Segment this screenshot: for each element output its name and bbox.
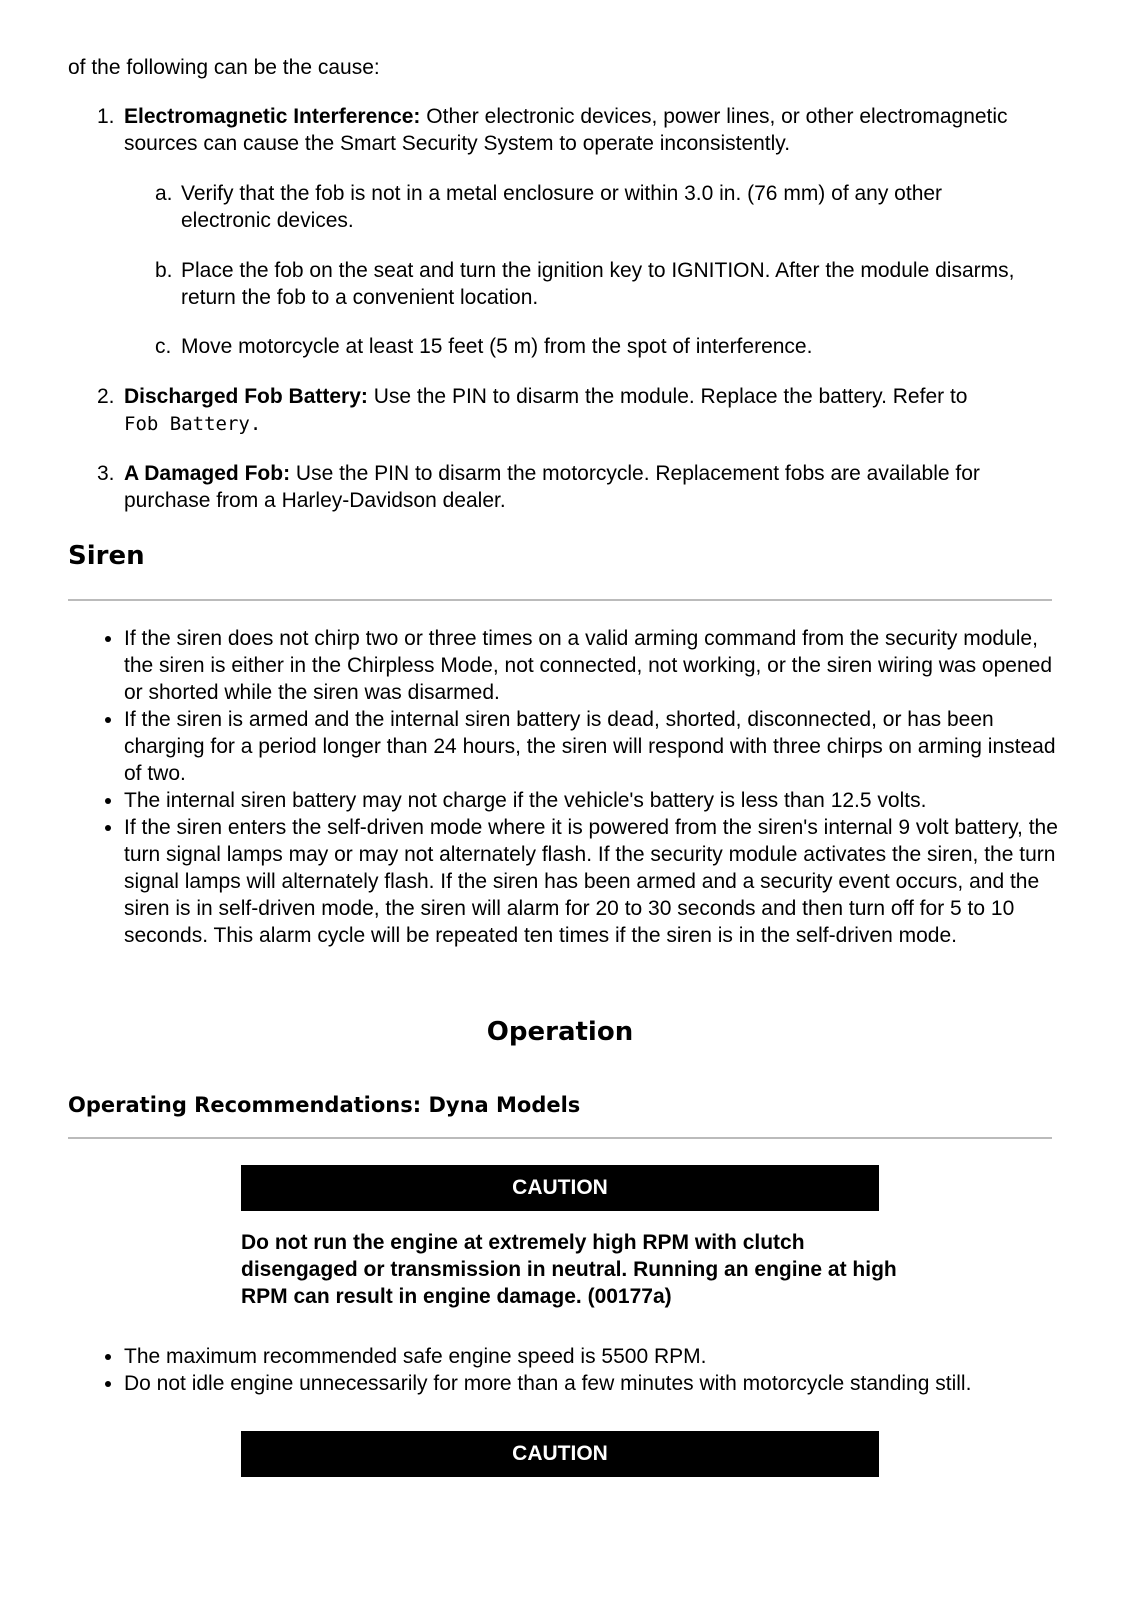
caution-banner: CAUTION xyxy=(241,1165,879,1211)
cause-title: Electromagnetic Interference: xyxy=(124,105,421,128)
cause-item-1: 1. Electromagnetic Interference: Other electronic devices, power lines, or other electromagnetic sources can cause the Smart Security System to operate inconsistently. xyxy=(97,105,1008,155)
operating-recommendations-heading: Operating Recommendations: Dyna Models xyxy=(68,1093,581,1117)
list-item: • If the siren is armed and the internal siren battery is dead, shorted, disconnected, or has been charging for a period longer than 24 hours, the siren will respond with three chirps on arming instead of two. xyxy=(124,706,1058,787)
caution-banner: CAUTION xyxy=(241,1431,879,1477)
cause-item-3: 3. A Damaged Fob: Use the PIN to disarm the motorcycle. Replacement fobs are available for purchase from a Harley-Davidson dealer. xyxy=(97,462,980,512)
step-b: b. Place the fob on the seat and turn the ignition key to IGNITION. After the module disarms, return the fob to a convenient location. xyxy=(155,259,1015,309)
list-item: • If the siren does not chirp two or three times on a valid arming command from the security module, the siren is either in the Chirpless Mode, not connected, not working, or the siren wiring was opened or shorted while the siren was disarmed. xyxy=(124,625,1058,706)
cause-item-2: 2. Discharged Fob Battery: Use the PIN to disarm the module. Replace the battery. Refer to Fob Battery. xyxy=(97,385,968,435)
list-item: • The maximum recommended safe engine speed is 5500 RPM. xyxy=(124,1343,1068,1370)
divider xyxy=(68,599,1052,601)
siren-bullets xyxy=(68,625,1058,949)
caution-text: Do not run the engine at extremely high RPM with clutch disengaged or transmission in neutral. Running an engine at high RPM can result in engine damage. (00177a) xyxy=(241,1231,897,1308)
intro-text: of the following can be the cause: xyxy=(68,56,380,79)
list-item: • The internal siren battery may not charge if the vehicle's battery is less than 12.5 volts. xyxy=(124,787,1058,814)
operation-bullets xyxy=(68,1343,1068,1397)
step-c: c. Move motorcycle at least 15 feet (5 m) from the spot of interference. xyxy=(155,335,813,358)
operation-heading: Operation xyxy=(486,1017,634,1047)
fob-battery-link[interactable]: Fob Battery. xyxy=(124,413,262,435)
list-item: • Do not idle engine unnecessarily for more than a few minutes with motorcycle standing still. xyxy=(124,1370,1068,1397)
list-item: • If the siren enters the self-driven mode where it is powered from the siren's internal 9 volt battery, the turn signal lamps may or may not alternately flash. If the security module activates the siren, the turn signal lamps will alternately flash. If the siren has been armed and a security event occurs, and the siren is in self-driven mode, the siren will alarm for 20 to 30 seconds and then turn off for 5 to 10 seconds. This alarm cycle will be repeated ten times if the siren is in the self-driven mode. xyxy=(124,814,1058,949)
siren-heading: Siren xyxy=(68,541,145,571)
divider xyxy=(68,1137,1052,1139)
step-a: a. Verify that the fob is not in a metal enclosure or within 3.0 in. (76 mm) of any other electronic devices. xyxy=(155,182,943,232)
